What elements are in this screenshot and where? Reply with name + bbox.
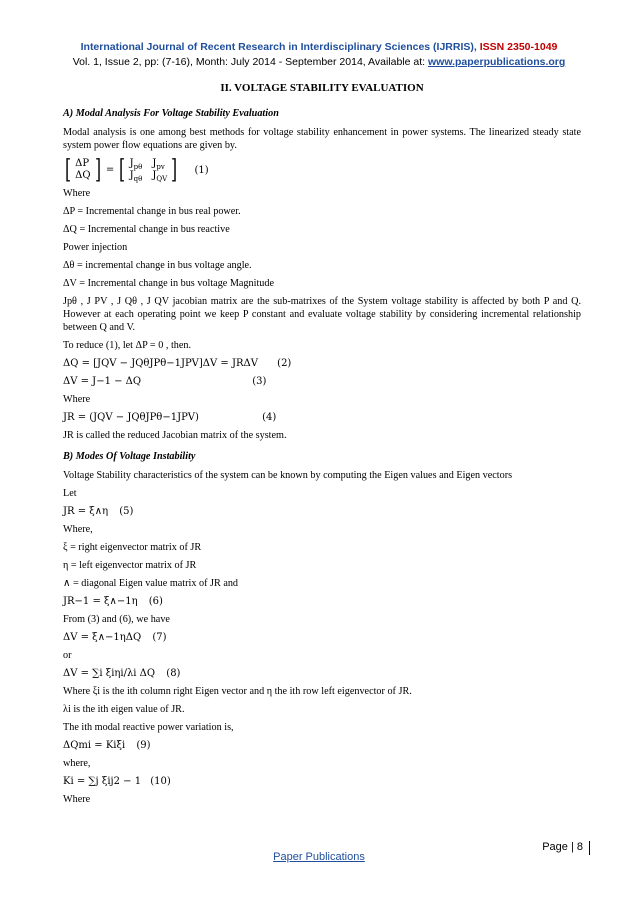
- from-statement: From (3) and (6), we have: [63, 614, 170, 625]
- reduced-jacobian-note: JR is called the reduced Jacobian matrix of the system.: [63, 430, 287, 441]
- matrix-jacobian: [ $J_{p\theta}$ $J_{q\theta}$ $J_{pv}$ $J_{QV}$ ]: [119, 155, 178, 185]
- where-label: Where,: [63, 524, 93, 535]
- subsection-b-heading: B) Modes Of Voltage Instability: [63, 451, 196, 462]
- equation-7-number: (7): [152, 632, 167, 643]
- equation-10-body: Ki = ∑j ξij2 − 1: [63, 776, 142, 787]
- definition-delta-theta: Δθ = incremental change in bus voltage angle.: [63, 260, 252, 271]
- equation-4: [63, 411, 581, 424]
- definition-delta-q-cont: Power injection: [63, 242, 128, 253]
- equation-4-body: JR = (JQV − JQθJPθ−1JPV): [63, 412, 199, 423]
- equation-8-number: (8): [166, 668, 181, 679]
- or-label: or: [63, 650, 72, 661]
- equation-3-number: (3): [252, 376, 267, 387]
- definition-delta-q: ΔQ = Incremental change in bus reactive: [63, 224, 230, 235]
- modal-variation-text: The ith modal reactive power variation is,: [63, 722, 234, 733]
- definition-delta-p: ΔP = Incremental change in bus real power.: [63, 206, 241, 217]
- issn: ISSN 2350-1049: [479, 41, 558, 53]
- journal-title: International Journal of Recent Research in Interdisciplinary Sciences (IJRRIS),: [80, 41, 480, 53]
- equation-6-body: JR−1 = ξ∧−1η: [63, 596, 138, 607]
- equation-3-body: ΔV = J−1 − ΔQ: [63, 376, 142, 387]
- issue-line: [0, 56, 638, 68]
- definition-eta: η = left eigenvector matrix of JR: [63, 560, 197, 571]
- paragraph-b: Voltage Stability characteristics of the system can be known by computing the Eigen values and Eigen vectors: [63, 470, 513, 481]
- definition-lambda: ∧ = diagonal Eigen value matrix of JR and: [63, 578, 239, 589]
- where-label: Where: [63, 188, 91, 199]
- publisher-link[interactable]: Paper Publications: [273, 851, 365, 863]
- journal-url-link[interactable]: www.paperpublications.org: [427, 56, 566, 68]
- equation-2-number: (2): [277, 358, 292, 369]
- where-label: where,: [63, 758, 91, 769]
- equation-9: [63, 739, 581, 752]
- equation-5-body: JR = ξ∧η: [63, 506, 109, 517]
- equation-4-number: (4): [262, 412, 277, 423]
- section-title: II. VOLTAGE STABILITY EVALUATION: [220, 82, 424, 94]
- eigenvalue-note: λi is the ith eigen value of JR.: [63, 704, 185, 715]
- equation-5-number: (5): [119, 506, 134, 517]
- equation-2: [63, 357, 581, 370]
- page-number: Page | 8: [542, 841, 590, 855]
- equation-5: [63, 505, 581, 518]
- equation-7-body: ΔV = ξ∧−1ηΔQ: [63, 632, 142, 643]
- jacobian-paragraph: Jpθ , J PV , J Qθ , J QV jacobian matrix are the sub-matrixes of the System voltage stability is affected by both P and Q. However at each operating point we keep P constant and evaluate voltage stability by considering incremental relationship between Q and V.: [63, 296, 581, 333]
- where-label: Where: [63, 394, 91, 405]
- definition-xi: ξ = right eigenvector matrix of JR: [63, 542, 202, 553]
- equation-10: [63, 775, 581, 788]
- equation-7: [63, 631, 581, 644]
- equation-8: [63, 667, 581, 680]
- where-label: Where: [63, 794, 91, 805]
- let-label: Let: [63, 488, 77, 499]
- subsection-a-heading: A) Modal Analysis For Voltage Stability Evaluation: [63, 108, 279, 119]
- equation-1-number: (1): [194, 164, 209, 176]
- matrix-lhs: [ ΔP ΔQ ]: [65, 155, 101, 185]
- equation-2-body: ΔQ = [JQV − JQθJPθ−1JPV]ΔV = JRΔV: [63, 358, 258, 369]
- equation-1: [ ΔP ΔQ ] = [ $J_{p\theta}$ $J_{q\theta}$ $J_{pv}$ $J_{QV}$ ] (1): [63, 157, 581, 183]
- equation-6-number: (6): [148, 596, 163, 607]
- reduce-statement: To reduce (1), let ΔP = 0 , then.: [63, 340, 192, 351]
- volume-info: Vol. 1, Issue 2, pp: (7-16), Month: July 2014 - September 2014, Available at:: [72, 56, 428, 68]
- equation-6: [63, 595, 581, 608]
- equation-10-number: (10): [150, 776, 171, 787]
- paragraph-a: Modal analysis is one among best methods for voltage stability enhancement in power systems. The linearized steady state system power flow equations are given by.: [63, 127, 581, 151]
- definition-delta-v: ΔV = Incremental change in bus voltage Magnitude: [63, 278, 274, 289]
- equation-3: [63, 375, 581, 388]
- journal-header: [0, 41, 638, 53]
- equation-8-body: ΔV = ∑i ξiηi/λi ΔQ: [63, 668, 156, 679]
- article-body: [63, 82, 581, 811]
- equation-9-body: ΔQmi = Kiξi: [63, 740, 126, 751]
- eigenvector-note: Where ξi is the ith column right Eigen vector and η the ith row left eigenvector of JR.: [63, 686, 412, 697]
- equation-9-number: (9): [136, 740, 151, 751]
